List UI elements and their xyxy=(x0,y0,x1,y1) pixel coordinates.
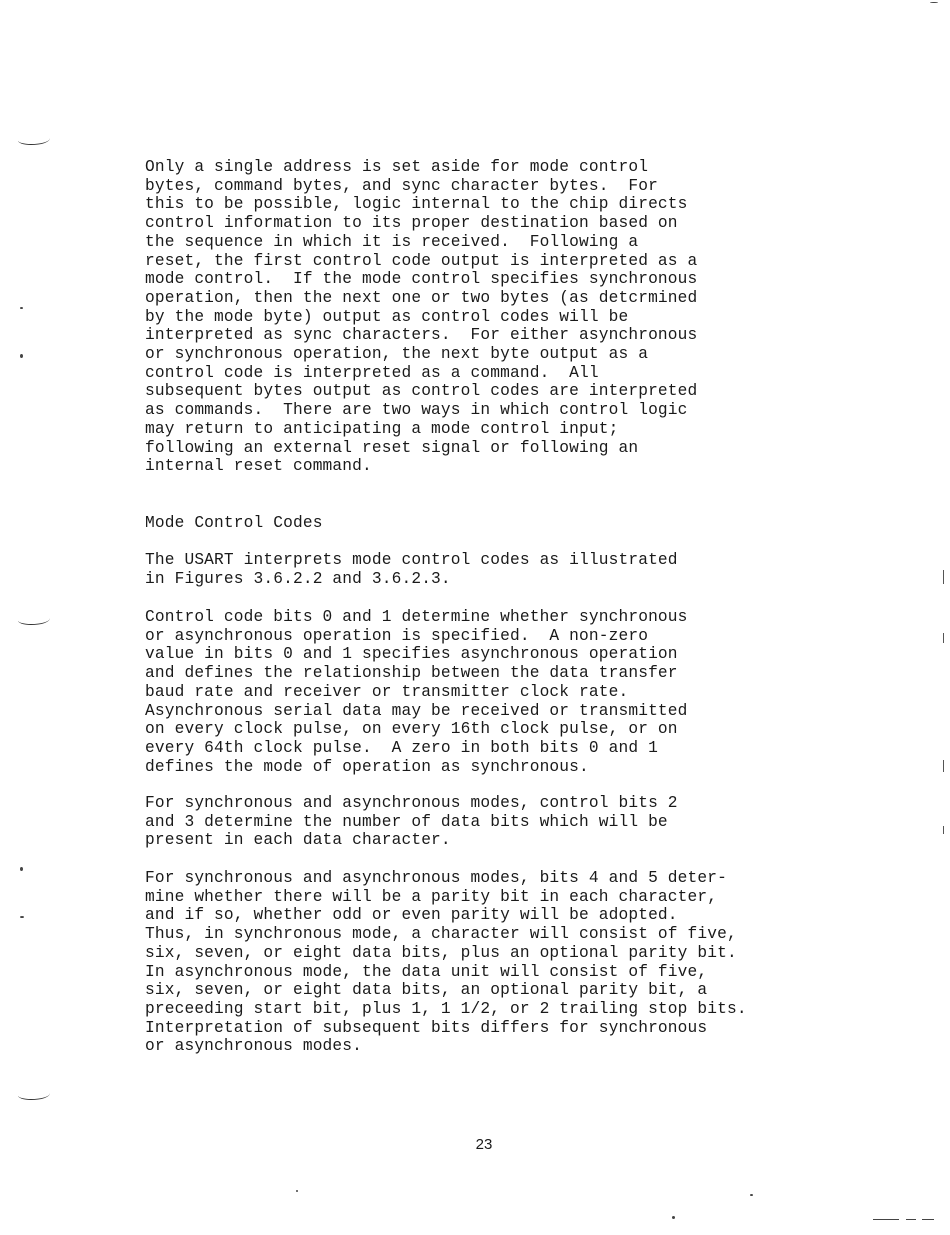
paragraph-usart-figures: The USART interprets mode control codes as illustrated in Figures 3.6.2.2 and 3.6.2.3. xyxy=(145,551,678,588)
scan-speck xyxy=(750,1194,753,1196)
scan-speck xyxy=(672,1216,675,1219)
paragraph-address-sequencing: Only a single address is set aside for mode control bytes, command bytes, and sync character bytes. For this to be possible, logic internal to the chip directs control information to its proper destination based on the sequence in which it is received. Following a reset, the first control code output is interpreted as a mode control. If the mode control specifies synchronous operation, then the next one or two bytes (as detcrmined by the mode byte) output as control codes will be interpreted as sync characters. For either asynchronous or synchronous operation, the next byte output as a control code is interpreted as a command. All subsequent bytes output as control codes are interpreted as commands. There are two ways in which control logic may return to anticipating a mode control input; following an external reset signal or following an internal reset command. xyxy=(145,158,698,476)
scan-speck xyxy=(20,916,24,918)
paragraph-bits-2-3: For synchronous and asynchronous modes, control bits 2 and 3 determine the number of data bits which will be present in each data character. xyxy=(145,794,678,850)
scan-bottom-mark xyxy=(873,1219,899,1220)
section-heading: Mode Control Codes xyxy=(145,514,323,532)
scan-edge-mark xyxy=(943,760,944,772)
paragraph-bits-0-1: Control code bits 0 and 1 determine whether synchronous or asynchronous operation is specified. A non-zero value in bits 0 and 1 specifies asynchronous operation and defines the relationship between the data transfer baud rate and receiver or transmitter clock rate. Asynchronous serial data may be received or transmitted on every clock pulse, on every 16th clock pulse, or on every 64th clock pulse. A zero in both bits 0 and 1 defines the mode of operation as synchronous. xyxy=(145,608,688,776)
scan-edge-mark xyxy=(943,826,944,834)
scan-bottom-mark xyxy=(922,1219,934,1220)
punch-hole-mark-middle xyxy=(18,614,50,625)
punch-hole-mark-bottom xyxy=(18,1089,50,1100)
scan-edge-mark xyxy=(943,570,944,584)
scan-speck xyxy=(930,2,938,3)
scan-edge-mark xyxy=(943,633,944,643)
scan-bottom-mark xyxy=(906,1219,916,1220)
scan-speck xyxy=(20,867,23,871)
scan-speck xyxy=(296,1190,298,1192)
page-number: 23 xyxy=(475,1136,493,1153)
paragraph-bits-4-5: For synchronous and asynchronous modes, bits 4 and 5 deter- mine whether there will be a parity bit in each character, and if so, whether odd or even parity will be adopted. Thus, in synchronous mode, a character will consist of five, six, seven, or eight data bits, plus an optional parity bit. In asynchronous mode, the data unit will consist of five, six, seven, or eight data bits, an optional parity bit, a preceeding start bit, plus 1, 1 1/2, or 2 trailing stop bits. Interpretation of subsequent bits differs for synchronous or asynchronous modes. xyxy=(145,869,747,1056)
scan-speck xyxy=(20,354,23,358)
scan-speck xyxy=(20,307,23,309)
punch-hole-mark-top xyxy=(18,134,50,145)
